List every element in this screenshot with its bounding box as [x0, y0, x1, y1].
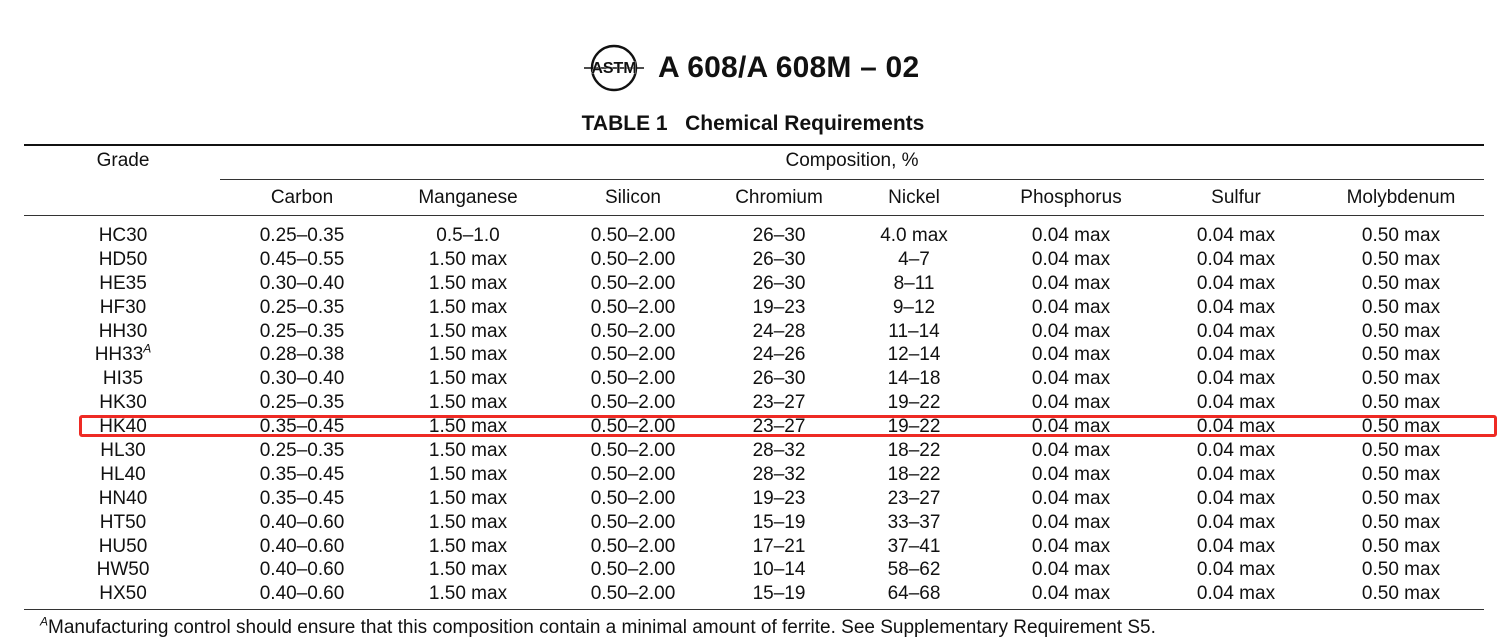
cell-silicon: 0.50–2.00 [590, 535, 676, 557]
cell-sulfur: 0.04 max [1196, 535, 1276, 557]
cell-chromium: 15–19 [752, 583, 806, 605]
table-row [0, 391, 1501, 415]
cell-chromium: 26–30 [752, 248, 806, 270]
cell-nickel: 18–22 [887, 463, 941, 485]
cell-silicon: 0.50–2.00 [590, 368, 676, 390]
table-row [0, 558, 1501, 582]
cell-nickel: 8–11 [893, 272, 935, 294]
cell-phosphorus: 0.04 max [1031, 463, 1111, 485]
cell-silicon: 0.50–2.00 [590, 487, 676, 509]
document-title: A 608/A 608M – 02 [658, 51, 920, 84]
cell-phosphorus: 0.04 max [1031, 535, 1111, 557]
cell-carbon: 0.25–0.35 [259, 320, 345, 342]
cell-manganese: 1.50 max [428, 272, 508, 294]
grade-label: HT50 [99, 511, 147, 533]
grade-label: HX50 [99, 583, 147, 605]
cell-carbon: 0.35–0.45 [259, 487, 345, 509]
grade-label: HN40 [98, 487, 148, 509]
cell-carbon: 0.30–0.40 [259, 368, 345, 390]
table-row [0, 439, 1501, 463]
cell-manganese: 1.50 max [428, 368, 508, 390]
table-row [0, 248, 1501, 272]
cell-phosphorus: 0.04 max [1031, 583, 1111, 605]
cell-molybdenum: 0.50 max [1361, 368, 1441, 390]
cell-carbon: 0.40–0.60 [259, 583, 345, 605]
cell-silicon: 0.50–2.00 [590, 440, 676, 462]
column-header-silicon: Silicon [605, 187, 661, 208]
cell-manganese: 1.50 max [428, 248, 508, 270]
column-header-phosphorus: Phosphorus [1020, 187, 1122, 208]
footnote-text: Manufacturing control should ensure that this composition contain a minimal amount of ferrite. See Supplementary Requirement S5. [48, 617, 1156, 638]
grade-cell [99, 248, 148, 272]
cell-silicon: 0.50–2.00 [590, 463, 676, 485]
cell-phosphorus: 0.04 max [1031, 440, 1111, 462]
table-row [0, 224, 1501, 248]
cell-nickel: 18–22 [887, 440, 941, 462]
cell-chromium: 24–26 [752, 344, 806, 366]
grade-label: HH33 [94, 344, 144, 366]
table-row [0, 463, 1501, 487]
cell-molybdenum: 0.50 max [1361, 416, 1441, 438]
cell-silicon: 0.50–2.00 [590, 392, 676, 414]
cell-carbon: 0.40–0.60 [259, 559, 345, 581]
table-row [0, 511, 1501, 535]
cell-silicon: 0.50–2.00 [590, 583, 676, 605]
table-row [0, 582, 1501, 606]
grade-label: HC30 [98, 225, 148, 246]
table-row [0, 367, 1501, 391]
cell-sulfur: 0.04 max [1196, 416, 1276, 438]
grade-cell [99, 582, 147, 606]
cell-nickel: 19–22 [887, 416, 941, 438]
cell-chromium: 26–30 [752, 225, 806, 246]
cell-chromium: 19–23 [752, 296, 806, 318]
cell-phosphorus: 0.04 max [1031, 487, 1111, 509]
cell-nickel: 19–22 [887, 392, 941, 414]
table-bottom-rule [24, 609, 1484, 610]
cell-molybdenum: 0.50 max [1361, 487, 1441, 509]
cell-phosphorus: 0.04 max [1031, 368, 1111, 390]
cell-nickel: 9–12 [892, 296, 936, 318]
cell-molybdenum: 0.50 max [1361, 511, 1441, 533]
table-caption: TABLE 1 Chemical Requirements [581, 112, 925, 135]
cell-chromium: 28–32 [752, 440, 806, 462]
cell-nickel: 4–7 [898, 248, 930, 270]
composition-subhead-rule [220, 179, 1484, 180]
cell-chromium: 19–23 [752, 487, 806, 509]
cell-carbon: 0.35–0.45 [259, 416, 345, 438]
cell-manganese: 1.50 max [428, 296, 508, 318]
cell-nickel: 11–14 [888, 320, 940, 342]
footnote-reference: A [143, 342, 152, 357]
cell-manganese: 1.50 max [428, 392, 508, 414]
cell-phosphorus: 0.04 max [1031, 416, 1111, 438]
grade-label: HE35 [99, 272, 147, 294]
cell-nickel: 64–68 [887, 583, 941, 605]
cell-chromium: 23–27 [752, 416, 806, 438]
cell-chromium: 17–21 [752, 535, 806, 557]
table-row [0, 272, 1501, 296]
cell-phosphorus: 0.04 max [1031, 559, 1111, 581]
cell-chromium: 15–19 [752, 511, 806, 533]
grade-label: HL40 [100, 463, 146, 485]
cell-phosphorus: 0.04 max [1031, 344, 1111, 366]
grade-cell [97, 558, 150, 582]
grade-label: HH30 [98, 320, 148, 342]
cell-sulfur: 0.04 max [1196, 463, 1276, 485]
cell-carbon: 0.45–0.55 [259, 248, 345, 270]
cell-phosphorus: 0.04 max [1031, 225, 1111, 246]
cell-sulfur: 0.04 max [1196, 487, 1276, 509]
grade-cell [99, 535, 148, 559]
column-header-molybdenum: Molybdenum [1346, 187, 1456, 208]
grade-cell [99, 391, 147, 415]
cell-phosphorus: 0.04 max [1031, 296, 1111, 318]
grade-label: HW50 [96, 559, 150, 581]
cell-nickel: 33–37 [887, 511, 941, 533]
cell-manganese: 1.50 max [428, 463, 508, 485]
footnote-marker: A [40, 614, 49, 629]
cell-silicon: 0.50–2.00 [590, 344, 676, 366]
cell-carbon: 0.40–0.60 [259, 535, 345, 557]
cell-sulfur: 0.04 max [1196, 440, 1276, 462]
cell-molybdenum: 0.50 max [1361, 463, 1441, 485]
cell-carbon: 0.35–0.45 [259, 463, 345, 485]
cell-silicon: 0.50–2.00 [590, 272, 676, 294]
cell-nickel: 14–18 [887, 368, 941, 390]
cell-silicon: 0.50–2.00 [590, 559, 676, 581]
cell-sulfur: 0.04 max [1196, 320, 1276, 342]
cell-sulfur: 0.04 max [1196, 344, 1276, 366]
cell-phosphorus: 0.04 max [1031, 511, 1111, 533]
cell-carbon: 0.40–0.60 [259, 511, 345, 533]
cell-manganese: 1.50 max [428, 344, 508, 366]
cell-sulfur: 0.04 max [1196, 583, 1276, 605]
column-header-chromium: Chromium [735, 187, 823, 208]
table-row [0, 487, 1501, 511]
cell-nickel: 4.0 max [880, 225, 948, 246]
column-header-carbon: Carbon [270, 187, 334, 208]
table-row [0, 296, 1501, 320]
cell-nickel: 12–14 [887, 344, 941, 366]
table-row [0, 343, 1501, 367]
grade-cell [100, 439, 145, 463]
cell-carbon: 0.28–0.38 [259, 344, 345, 366]
grade-label: HK30 [99, 392, 147, 414]
cell-sulfur: 0.04 max [1196, 272, 1276, 294]
cell-molybdenum: 0.50 max [1361, 535, 1441, 557]
cell-nickel: 23–27 [887, 487, 941, 509]
cell-chromium: 23–27 [752, 392, 806, 414]
cell-chromium: 10–14 [752, 559, 806, 581]
cell-molybdenum: 0.50 max [1361, 272, 1441, 294]
cell-manganese: 1.50 max [428, 416, 508, 438]
cell-phosphorus: 0.04 max [1031, 272, 1111, 294]
cell-phosphorus: 0.04 max [1031, 392, 1111, 414]
header-bottom-rule [24, 215, 1484, 216]
cell-silicon: 0.50–2.00 [590, 511, 676, 533]
cell-molybdenum: 0.50 max [1361, 559, 1441, 581]
grade-cell [103, 367, 143, 391]
grade-label: HL30 [100, 440, 146, 462]
cell-molybdenum: 0.50 max [1361, 440, 1441, 462]
cell-manganese: 1.50 max [428, 511, 508, 533]
grade-cell [100, 511, 146, 535]
grade-cell [95, 343, 152, 367]
cell-nickel: 58–62 [887, 559, 941, 581]
grade-label: HD50 [98, 248, 148, 270]
astm-logo-lettering: ASTM [591, 60, 637, 77]
cell-nickel: 37–41 [887, 535, 941, 557]
cell-sulfur: 0.04 max [1196, 296, 1276, 318]
cell-carbon: 0.25–0.35 [259, 440, 345, 462]
cell-silicon: 0.50–2.00 [590, 248, 676, 270]
cell-molybdenum: 0.50 max [1361, 225, 1441, 246]
cell-manganese: 1.50 max [428, 440, 508, 462]
astm-logo-icon [580, 38, 648, 98]
column-header-sulfur: Sulfur [1211, 187, 1261, 208]
cell-molybdenum: 0.50 max [1361, 344, 1441, 366]
cell-manganese: 1.50 max [428, 583, 508, 605]
grade-label: HF30 [99, 296, 147, 318]
column-header-nickel: Nickel [888, 187, 940, 208]
cell-chromium: 26–30 [752, 368, 806, 390]
cell-sulfur: 0.04 max [1196, 559, 1276, 581]
cell-manganese: 1.50 max [428, 535, 508, 557]
grade-cell [100, 296, 146, 320]
cell-chromium: 28–32 [752, 463, 806, 485]
grade-cell [100, 463, 145, 487]
table-top-rule [24, 144, 1484, 146]
cell-sulfur: 0.04 max [1196, 392, 1276, 414]
cell-manganese: 0.5–1.0 [436, 225, 500, 246]
cell-molybdenum: 0.50 max [1361, 320, 1441, 342]
cell-manganese: 1.50 max [428, 487, 508, 509]
grade-cell [99, 224, 148, 248]
cell-molybdenum: 0.50 max [1361, 392, 1441, 414]
grade-label: HK40 [99, 416, 147, 438]
cell-silicon: 0.50–2.00 [590, 296, 676, 318]
grade-label: HU50 [98, 535, 148, 557]
cell-carbon: 0.25–0.35 [259, 225, 345, 246]
grade-label: HI35 [102, 368, 144, 390]
composition-header: Composition, % [785, 150, 919, 171]
column-header-manganese: Manganese [418, 187, 518, 208]
cell-sulfur: 0.04 max [1196, 225, 1276, 246]
grade-cell [99, 320, 148, 344]
cell-chromium: 26–30 [752, 272, 806, 294]
table-row [0, 535, 1501, 559]
cell-manganese: 1.50 max [428, 559, 508, 581]
grade-cell [99, 487, 148, 511]
cell-phosphorus: 0.04 max [1031, 248, 1111, 270]
table-row [0, 320, 1501, 344]
cell-sulfur: 0.04 max [1196, 511, 1276, 533]
cell-phosphorus: 0.04 max [1031, 320, 1111, 342]
cell-manganese: 1.50 max [428, 320, 508, 342]
cell-chromium: 24–28 [752, 320, 806, 342]
cell-molybdenum: 0.50 max [1361, 583, 1441, 605]
document-header [580, 38, 919, 98]
cell-carbon: 0.30–0.40 [259, 272, 345, 294]
grade-column-header: Grade [96, 150, 150, 171]
cell-carbon: 0.25–0.35 [259, 296, 345, 318]
cell-sulfur: 0.04 max [1196, 248, 1276, 270]
footnote [40, 614, 1156, 639]
cell-molybdenum: 0.50 max [1361, 248, 1441, 270]
cell-silicon: 0.50–2.00 [590, 225, 676, 246]
cell-silicon: 0.50–2.00 [590, 416, 676, 438]
cell-silicon: 0.50–2.00 [590, 320, 676, 342]
cell-carbon: 0.25–0.35 [259, 392, 345, 414]
highlight-box-hk40-row [79, 415, 1497, 437]
grade-cell [99, 272, 147, 296]
cell-sulfur: 0.04 max [1196, 368, 1276, 390]
cell-molybdenum: 0.50 max [1361, 296, 1441, 318]
